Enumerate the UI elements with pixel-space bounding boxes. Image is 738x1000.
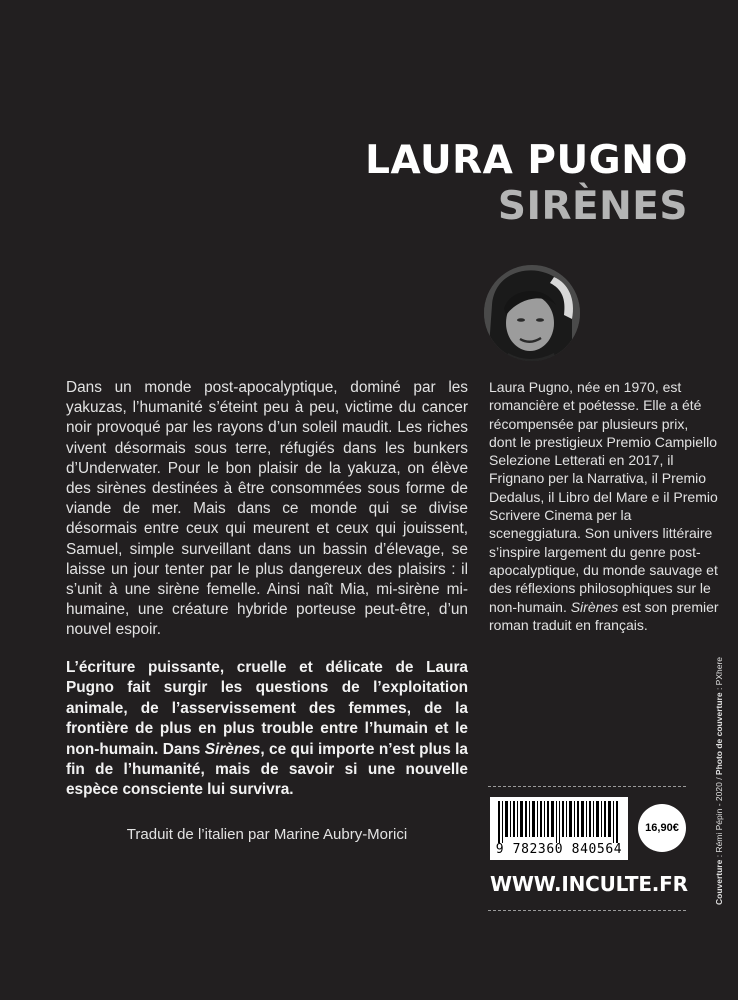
pitch-text-1: L’écriture puissante, cruelle et délicate de Laura Pugno fait surgir les questions de l’exploitation animale, de l’asservissement des femmes, de la frontière de plus en plus trouble entre l’humain et le non-humain. Dans [66,659,468,758]
pitch-paragraph [66,658,468,801]
author-portrait [484,265,580,361]
barcode [490,797,628,860]
book-title: SIRÈNES [497,184,688,229]
credit-photo-label: Photo de couverture [714,692,724,776]
pitch-text-2: , ce qui importe n’est plus la fin de l’humanité, mais de savoir si une nouvelle espèce consciente lui survivra. [66,740,468,799]
pitch-title-italic: Sirènes [204,740,261,758]
divider-top [488,786,686,787]
image-credits [714,657,724,905]
author-bio [489,378,719,634]
credit-cover-value: : Rémi Pépin - 2020 / [714,775,724,860]
synopsis-paragraph: Dans un monde post-apocalyptique, dominé par les yakuzas, l’humanité s’éteint peu à peu, victime du cancer noir provoqué par les rayons d’un soleil maudit. Les riches vivent désormais sous terre, réfugiés dans les bunkers d’Underwater. Pour le bon plaisir de la yakuza, on élève des sirènes destinées à être consommées sous forme de viande de mer. Mais dans ce monde qui se divise désormais entre ceux qui meurent et ceux qui jouissent, Samuel, simple surveillant dans un bassin d’élevage, se laisse un jour tenter par le plus dangereux des plaisirs : il s’unit à une sirène femelle. Ainsi naît Mia, mi-sirène mi-humaine, une créature hybride porteuse peut-être, d’un nouvel espoir. [66,379,468,639]
ean-number: 9 782360 840564 [495,842,623,857]
credit-photo-value: : PXhere [714,656,724,693]
barcode-bars [490,797,628,843]
price-badge: 16,90€ [638,804,686,852]
portrait-illustration [484,265,580,361]
credit-cover-label: Couverture [714,859,724,905]
publisher-website: WWW.INCULTE.FR [490,872,688,896]
author-name: LAURA PUGNO [365,138,688,183]
divider-bottom [488,910,686,911]
translator-credit: Traduit de l’italien par Marine Aubry-Morici [126,826,408,843]
bio-text-2: est son premier roman traduit en français. [489,598,719,633]
bio-text-1: Laura Pugno, née en 1970, est romancière et poétesse. Elle a été récompensée par plusieurs prix, dont le prestigieux Premio Campiello Selezione Letterati en 2017, il Frignano per la Narrativa, il Premio Dedalus, il Libro del Mare e il Premio Scrivere Cinema per la sceneggiatura. Son univers littéraire s’inspire largement du genre post-apocalyptique, du monde sauvage et des réflexions philosophiques sur le non-humain. [489,379,718,615]
bio-title-italic: Sirènes [570,598,619,615]
